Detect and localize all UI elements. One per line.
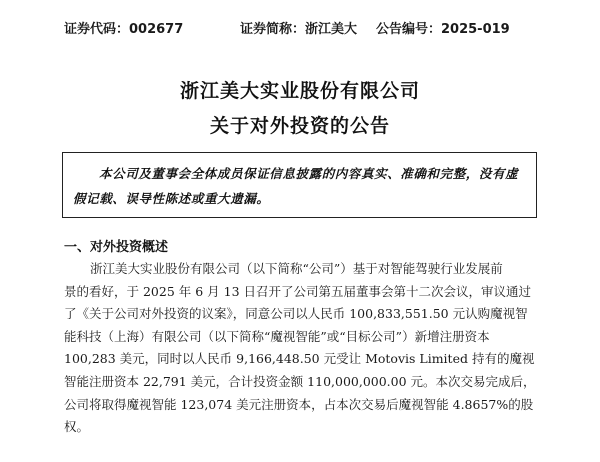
announcement-title: 关于对外投资的公告 xyxy=(209,115,390,137)
body-line: 100,283 美元，同时以人民币 9,166,448.50 元受让 Motovis Limited 持有的魔视 xyxy=(64,351,535,367)
security-code: 证券代码：002677 xyxy=(64,22,184,37)
body-line: 能科技（上海）有限公司（以下简称“魔视智能”或“目标公司”）新增注册资本 xyxy=(64,328,490,344)
body-line: 公司将取得魔视智能 123,074 美元注册资本，占本次交易后魔视智能 4.8657%的股 xyxy=(64,396,534,412)
section-heading: 一、对外投资概述 xyxy=(64,240,169,255)
body-line: 智能注册资本 22,791 美元，合计投资金额 110,000,000.00 元。本次交易完成后， xyxy=(64,373,536,389)
body-line: 了《关于公司对外投资的议案》，同意公司以人民币 100,833,551.50 元认购魔视智 xyxy=(64,306,528,322)
disclaimer-notice: 本公司及董事会全体成员保证信息披露的内容真实、准确和完整，没有虚假记载、误导性陈述或重大遗漏。 xyxy=(62,152,537,218)
body-line: 景的看好，于 2025 年 6 月 13 日召开了公司第五届董事会第十二次会议，审议通过 xyxy=(64,283,532,299)
security-name: 证券简称：浙江美大 xyxy=(240,22,358,37)
company-title: 浙江美大实业股份有限公司 xyxy=(179,80,420,102)
announcement-header xyxy=(64,18,534,40)
section-body xyxy=(64,258,540,439)
body-line: 浙江美大实业股份有限公司（以下简称“公司”）基于对智能驾驶行业发展前 xyxy=(90,261,503,276)
announcement-number: 公告编号：2025-019 xyxy=(376,22,510,37)
body-line: 权。 xyxy=(64,419,90,435)
